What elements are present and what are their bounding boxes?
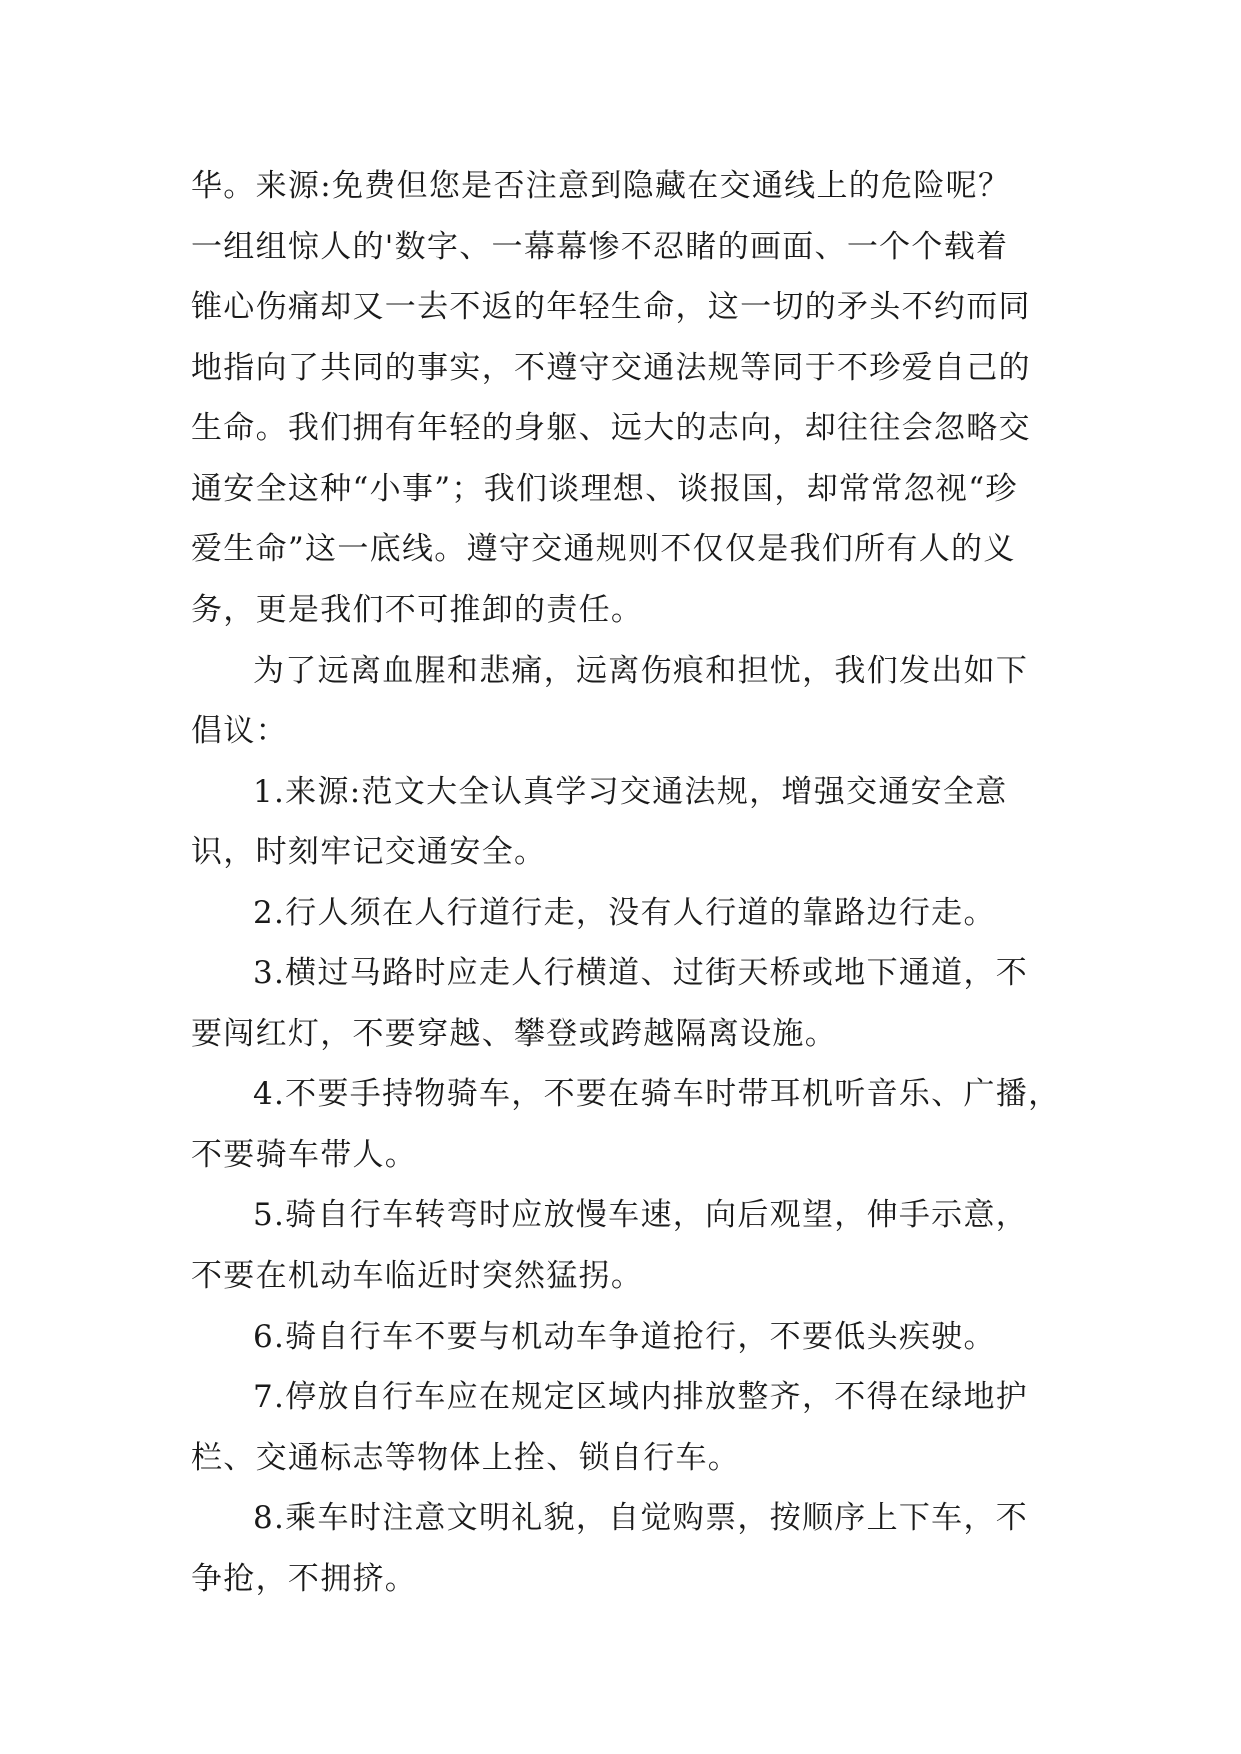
text-line: 倡议： [191,713,288,749]
text-line: 锥心伤痛却又一去不返的年轻生命，这一切的矛头不约而同 [191,289,1031,325]
text-line: 通安全这种“小事”；我们谈理想、谈报国，却常常忽视“珍 [191,471,1018,507]
text-line: 华。来源:免费但您是否注意到隐藏在交通线上的危险呢？ [191,168,1011,204]
text-line: 爱生命”这一底线。遵守交通规则不仅仅是我们所有人的义 [191,531,1016,567]
text-line: 争抢，不拥挤。 [191,1561,418,1597]
text-line: 识，时刻牢记交通安全。 [191,834,547,870]
text-line: 务，更是我们不可推卸的责任。 [191,592,644,628]
list-item-6: 6.骑自行车不要与机动车争道抢行，不要低头疾驶。 [253,1319,996,1355]
text-line: 地指向了共同的事实，不遵守交通法规等同于不珍爱自己的 [191,350,1031,386]
text-line: 生命。我们拥有年轻的身躯、远大的志向，却往往会忽略交 [191,410,1031,446]
list-item-8: 8.乘车时注意文明礼貌，自觉购票，按顺序上下车，不 [253,1500,1029,1536]
list-item-4: 4.不要手持物骑车，不要在骑车时带耳机听音乐、广播， [253,1076,1061,1112]
text-line: 不要在机动车临近时突然猛拐。 [191,1258,644,1294]
list-item-1: 1.来源:范文大全认真学习交通法规，增强交通安全意 [253,774,1008,810]
text-line: 要闯红灯，不要穿越、攀登或跨越隔离设施。 [191,1016,837,1052]
text-line: 不要骑车带人。 [191,1137,418,1173]
text-line: 一组组惊人的'数字、一幕幕惨不忍睹的画面、一个个载着 [191,229,1009,265]
list-item-5: 5.骑自行车转弯时应放慢车速，向后观望，伸手示意， [253,1197,1029,1233]
list-item-2: 2.行人须在人行道行走，没有人行道的靠路边行走。 [253,895,996,931]
paragraph-first-line: 为了远离血腥和悲痛，远离伤痕和担忧，我们发出如下 [253,653,1029,689]
list-item-7: 7.停放自行车应在规定区域内排放整齐，不得在绿地护 [253,1379,1029,1415]
text-line: 栏、交通标志等物体上拴、锁自行车。 [191,1440,741,1476]
list-item-3: 3.横过马路时应走人行横道、过街天桥或地下通道，不 [253,955,1029,991]
